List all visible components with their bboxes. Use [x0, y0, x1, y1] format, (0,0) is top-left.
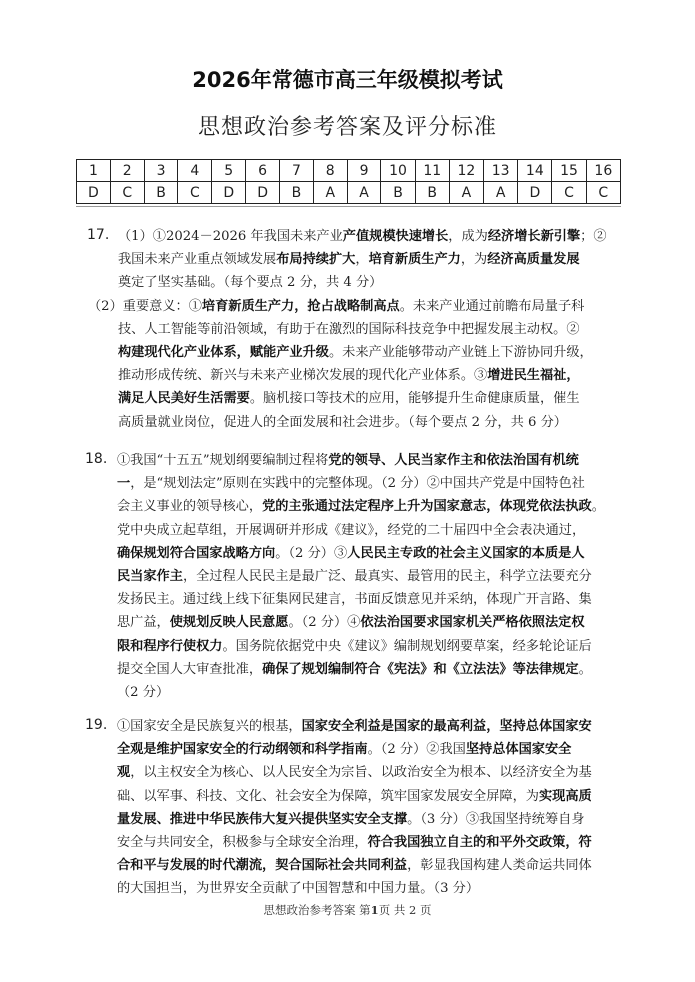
answer-cell: A: [347, 182, 381, 204]
answer-cell: C: [178, 182, 212, 204]
key-point-text: 构建现代化产业体系，赋能产业升级: [118, 344, 329, 360]
answer-cell: C: [552, 182, 586, 204]
key-point-text: 产值规模快速增长: [342, 229, 449, 244]
question-number-row: [77, 160, 621, 182]
answer-text: 党中央成立起草组，开展调研并形成《建议》，经党的二十届四中全会表决通过，: [117, 522, 586, 538]
answer-text: 奠定了坚实基础。（每个要点 2 分，共 4 分）: [118, 275, 383, 291]
exam-title: 2026年常德市高三年级模拟考试: [192, 68, 503, 92]
key-point-text: 确保规划符合国家战略方向: [117, 545, 276, 561]
answer-line: [117, 785, 592, 808]
page-footer: [0, 902, 695, 918]
answer-line: [117, 658, 605, 681]
answer-text: 提交全国人大审查批准，: [117, 661, 263, 677]
key-point-text: 国家安全利益是国家的最高利益，坚持总体国家安: [301, 719, 592, 734]
question-number-cell: 11: [415, 160, 449, 182]
answer-line: [118, 225, 607, 248]
key-point-text: 经济高质量发展: [487, 252, 580, 268]
key-point-text: 坚持总体国家安全: [465, 742, 572, 758]
answer-cell: C: [586, 182, 620, 204]
key-point-text: 培育新质生产力，抢占战略制高点: [201, 298, 400, 314]
answer-line: [118, 248, 607, 271]
answer-line: [118, 271, 607, 294]
question-number-cell: 5: [212, 160, 246, 182]
answer-cell: B: [280, 182, 314, 204]
key-point-text: 观: [117, 765, 131, 781]
answer-line: [88, 295, 607, 318]
key-point-text: 依法治国要求国家机关严格依照法定权: [360, 615, 585, 631]
answer-text: 高质量就业岗位，促进人的全面发展和社会进步。（每个要点 2 分，共 6 分）: [118, 414, 567, 430]
answer-text: 。（2 分）③: [275, 545, 348, 561]
answer-text: 础、以军事、科技、文化、社会安全为保障，筑牢国家发展安全屏障，为: [117, 788, 539, 804]
answer-text: 。国务院依据党中央《建议》编制规划纲要草案，经多轮论证后: [222, 638, 592, 654]
answer-cell: C: [110, 182, 144, 204]
key-point-text: 民当家作主: [117, 568, 183, 584]
answer-text: 技、人工智能等前沿领域，有助于在激烈的国际科技竞争中把握发展主动权。②: [118, 321, 580, 337]
answer-line: [118, 411, 607, 434]
answer-text: ，成为: [448, 229, 488, 244]
footer-text-b: 页 共: [378, 903, 406, 917]
answer-text: 会主义事业的领导核心，: [117, 499, 263, 515]
answer-cell: D: [518, 182, 552, 204]
key-point-text: 符合我国独立自主的和平外交政策，符: [367, 834, 592, 850]
answer-text: 。未来产业通过前瞻布局量子科: [399, 298, 585, 314]
answer-line: [117, 831, 592, 854]
footer-page: 1: [370, 903, 379, 917]
answer-line: [117, 877, 592, 900]
question-number-cell: 7: [280, 160, 314, 182]
key-point-text: 培育新质生产力: [368, 252, 461, 268]
answer-text: 安全与共同安全，积极参与全球安全治理，: [117, 834, 368, 850]
q18-number: 18.: [85, 451, 108, 467]
question-number-cell: 13: [484, 160, 518, 182]
answer-line: [118, 364, 607, 387]
answer-text: 。脑机接口等技术的应用，能够提升生命健康质量，催生: [249, 391, 580, 407]
answer-line: [117, 808, 592, 831]
answer-line: [117, 681, 605, 704]
key-point-text: 实现高质: [539, 788, 592, 804]
answer-cell: B: [415, 182, 449, 204]
question-number-cell: 2: [110, 160, 144, 182]
answer-line: [117, 542, 605, 565]
question-number-cell: 3: [144, 160, 178, 182]
answer-text: 发扬民主。通过线上线下征集网民建言，书面反馈意见并采纳，体现广开言路、集: [117, 592, 592, 608]
answer-line: [118, 318, 607, 341]
q17-number: 17.: [87, 227, 110, 243]
footer-text-a: 思想政治参考答案 第: [263, 903, 371, 917]
key-point-text: 经济增长新引擎: [487, 229, 581, 244]
answer-text: ，为: [460, 252, 488, 268]
key-point-text: 量发展、推进中华民族伟大复兴提供坚实安全支撑: [117, 811, 408, 827]
answer-text: （1）①2024－2026 年我国未来产业: [118, 229, 343, 244]
key-point-text: 党的领导、人民当家作主和依法治国有机统: [328, 453, 579, 468]
key-point-text: 满足人民美好生活需要: [118, 391, 250, 407]
answer-line: [117, 472, 605, 495]
answer-text: 的大国担当，为世界安全贡献了中国智慧和中国力量。（3 分）: [117, 881, 480, 897]
question-number-cell: 6: [246, 160, 280, 182]
answer-cell: A: [449, 182, 483, 204]
question-number-cell: 8: [313, 160, 347, 182]
answer-text: ，彰显我国构建人类命运共同体: [407, 858, 592, 874]
answer-line: [118, 387, 607, 410]
key-point-text: 全观是维护国家安全的行动纲领和科学指南: [117, 742, 368, 758]
answer-text: 思广益，: [117, 615, 170, 631]
answer-cell: A: [313, 182, 347, 204]
exam-subtitle: 思想政治参考答案及评分标准: [197, 115, 497, 140]
section-divider: [76, 206, 621, 207]
answer-line: [117, 495, 605, 518]
question-number-cell: 16: [586, 160, 620, 182]
answer-text: ，是“规划法定”原则在实践中的完整体现。（2 分）②中国共产党是中国特色社: [130, 476, 585, 492]
key-point-text: 使规划反映人民意愿: [169, 615, 289, 631]
answer-cell: D: [212, 182, 246, 204]
answer-row: [77, 182, 621, 204]
question-number-cell: 14: [518, 160, 552, 182]
answer-line: [117, 588, 605, 611]
question-number-cell: 9: [347, 160, 381, 182]
answer-cell: D: [77, 182, 111, 204]
answer-line: [117, 854, 592, 877]
answer-text: 。: [578, 661, 592, 677]
answer-text: 。（2 分）②我国: [367, 742, 466, 758]
answer-text: ，: [355, 252, 369, 268]
answer-text: ，以主权安全为核心、以人民安全为宗旨、以政治安全为根本、以经济安全为基: [130, 765, 592, 781]
answer-cell: D: [246, 182, 280, 204]
answer-line: [117, 715, 592, 738]
answer-text: 。（3 分）③我国坚持统筹自身: [407, 811, 585, 827]
answer-line: [117, 635, 605, 658]
key-point-text: 确保了规划编制符合《宪法》和《立法法》等法律规定: [262, 661, 579, 677]
question-number-cell: 12: [449, 160, 483, 182]
q19-number: 19.: [85, 717, 108, 733]
answer-text: （2 分）: [117, 684, 170, 700]
answer-line: [117, 738, 592, 761]
answer-text: ①我国“十五五”规划纲要编制过程将: [117, 453, 329, 468]
footer-text-c: 页: [419, 903, 432, 917]
answer-text: 推动形成传统、新兴与未来产业梯次发展的现代化产业体系。③: [118, 368, 488, 384]
key-point-text: 合和平与发展的时代潮流，契合国际社会共同利益: [117, 858, 408, 874]
key-point-text: 增进民生福祉，: [487, 368, 580, 384]
answer-line: [117, 449, 605, 472]
answer-text: ，全过程人民民主是最广泛、最真实、最管用的民主，科学立法要充分: [182, 568, 592, 584]
answer-text: 。（2 分）④: [288, 615, 361, 631]
q18-answer: [117, 449, 605, 704]
q19-answer: [117, 715, 592, 901]
answer-text: 。未来产业能够带动产业链上下游协同升级，: [329, 344, 593, 360]
answer-text: ①国家安全是民族复兴的根基，: [117, 719, 302, 734]
answer-cell: A: [484, 182, 518, 204]
answer-line: [117, 565, 605, 588]
answer-text: （2）重要意义：①: [88, 298, 202, 314]
answer-line: [117, 761, 592, 784]
answer-line: [118, 341, 607, 364]
footer-total: 2: [409, 903, 417, 917]
key-point-text: 布局持续扩大: [276, 252, 356, 268]
answer-table: [76, 159, 621, 204]
question-number-cell: 10: [381, 160, 415, 182]
answer-cell: B: [144, 182, 178, 204]
question-number-cell: 1: [77, 160, 111, 182]
question-number-cell: 4: [178, 160, 212, 182]
key-point-text: 限和程序行使权力: [117, 638, 223, 654]
question-number-cell: 15: [552, 160, 586, 182]
key-point-text: 人民民主专政的社会主义国家的本质是人: [347, 545, 585, 561]
answer-line: [117, 611, 605, 634]
answer-text: ；②: [580, 229, 607, 244]
answer-text: 。: [591, 499, 605, 515]
answer-line: [117, 519, 605, 542]
answer-text: 我国未来产业重点领域发展: [118, 252, 277, 268]
answer-cell: B: [381, 182, 415, 204]
key-point-text: 一: [117, 476, 131, 492]
key-point-text: 党的主张通过法定程序上升为国家意志，体现党依法执政: [262, 499, 592, 515]
